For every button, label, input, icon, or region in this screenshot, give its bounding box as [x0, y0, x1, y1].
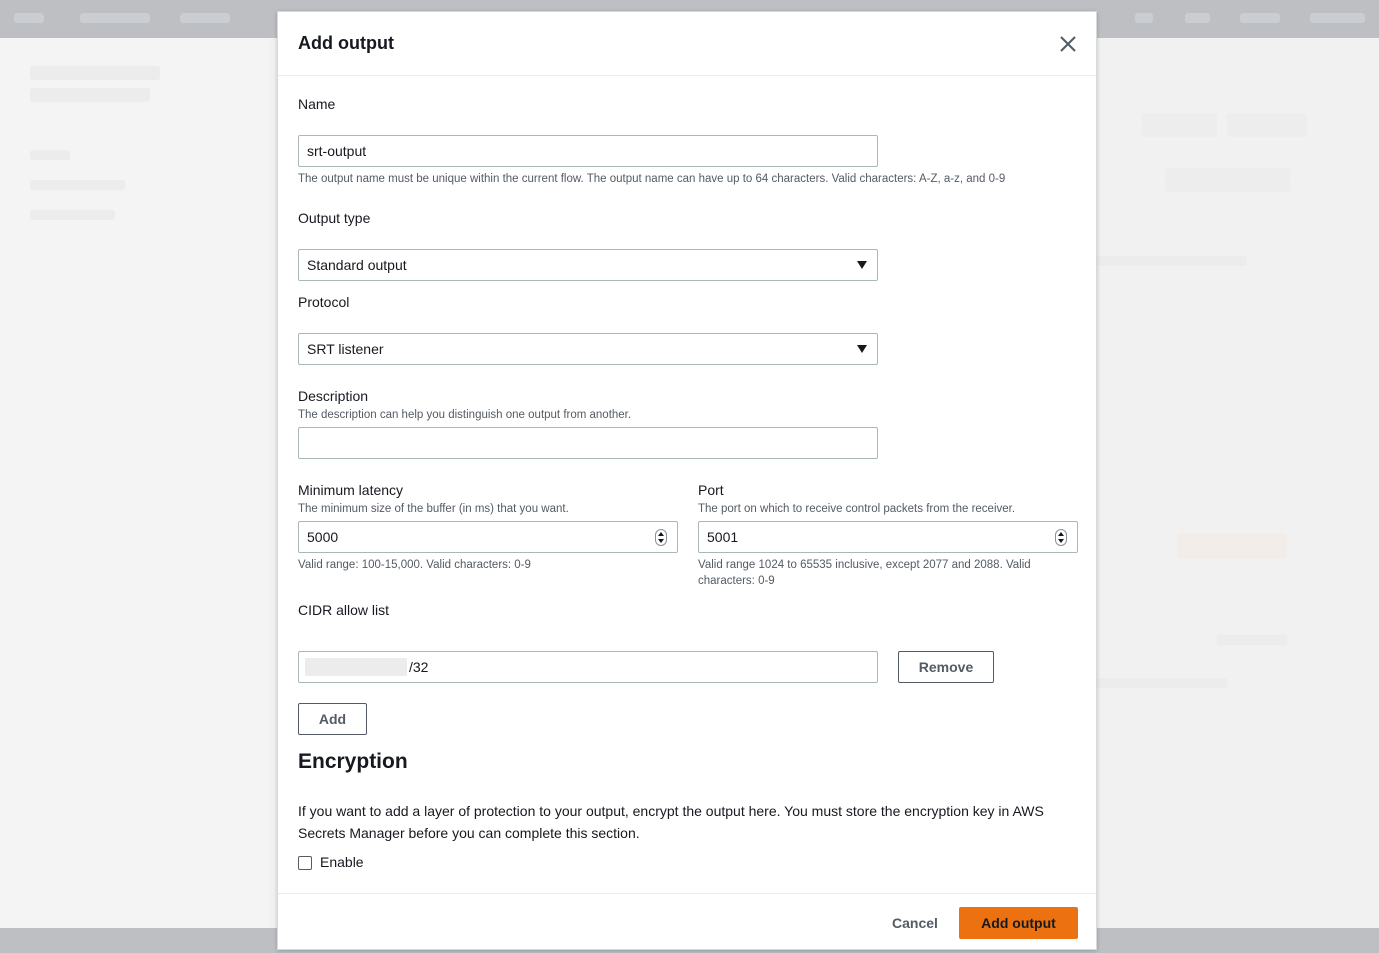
- modal-title: Add output: [298, 33, 394, 53]
- caret-down-icon: [857, 345, 867, 353]
- cidr-input[interactable]: [298, 651, 878, 683]
- cidr-label: CIDR allow list: [298, 602, 390, 618]
- close-button[interactable]: [1056, 32, 1080, 56]
- add-output-button[interactable]: Add output: [959, 907, 1078, 939]
- encryption-heading: Encryption: [298, 750, 408, 773]
- remove-cidr-button[interactable]: Remove: [898, 651, 994, 683]
- encryption-description: If you want to add a layer of protection to your output, encrypt the output here. You must store the encryption key in AWS Secrets Manager before you can complete this section.: [298, 803, 1044, 841]
- enable-encryption-checkbox[interactable]: [298, 856, 312, 870]
- port-input[interactable]: [698, 521, 1078, 553]
- add-output-modal: [277, 11, 1097, 950]
- add-cidr-button[interactable]: Add: [298, 703, 367, 735]
- name-input[interactable]: srt-output: [298, 135, 878, 167]
- output-type-select[interactable]: [298, 249, 878, 281]
- cidr-suffix: /32: [409, 659, 429, 675]
- protocol-selected: SRT listener: [307, 341, 384, 357]
- number-spinner-icon[interactable]: [1055, 529, 1067, 546]
- min-latency-input[interactable]: [298, 521, 678, 553]
- description-input[interactable]: [298, 427, 878, 459]
- redacted-ip: [305, 658, 407, 676]
- name-label: Name: [298, 96, 336, 112]
- enable-encryption-label[interactable]: Enable: [320, 854, 364, 870]
- close-icon: [1056, 32, 1080, 56]
- min-latency-label: Minimum latency: [298, 482, 404, 498]
- number-spinner-icon[interactable]: [655, 529, 667, 546]
- output-type-selected: Standard output: [307, 257, 407, 273]
- description-hint: The description can help you distinguish one output from another.: [298, 409, 632, 421]
- modal-footer: [278, 893, 1096, 949]
- min-latency-validation: Valid range: 100-15,000. Valid characters: 0-9: [298, 559, 531, 571]
- port-value: 5001: [707, 529, 739, 545]
- protocol-select[interactable]: [298, 333, 878, 365]
- modal-header: [278, 12, 1096, 76]
- port-label: Port: [698, 482, 724, 498]
- name-hint: The output name must be unique within the current flow. The output name can have up to 64 characters. Valid characters: A-Z, a-z, and 0-9: [298, 173, 1006, 185]
- description-label: Description: [298, 388, 369, 404]
- min-latency-hint: The minimum size of the buffer (in ms) that you want.: [298, 503, 569, 515]
- output-type-label: Output type: [298, 210, 371, 226]
- cancel-button[interactable]: Cancel: [892, 915, 938, 931]
- port-hint: The port on which to receive control packets from the receiver.: [698, 503, 1016, 515]
- min-latency-value: 5000: [307, 529, 339, 545]
- port-validation: Valid range 1024 to 65535 inclusive, except 2077 and 2088. Valid characters: 0-9: [698, 559, 1031, 587]
- caret-down-icon: [857, 261, 867, 269]
- protocol-label: Protocol: [298, 294, 350, 310]
